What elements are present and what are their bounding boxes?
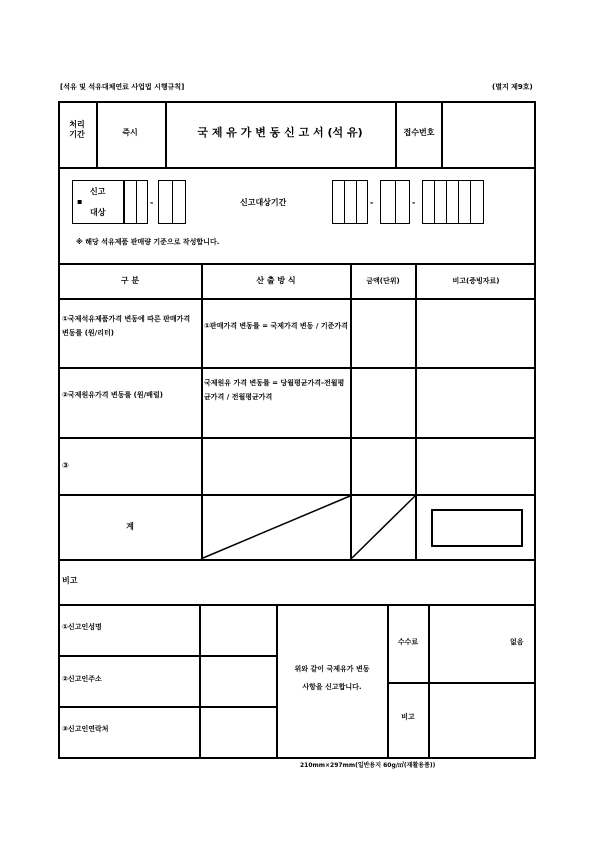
applicant-contact-label: ③신고인연락처 (62, 725, 109, 733)
dash-3: - (412, 198, 416, 207)
dash-1: - (150, 198, 154, 207)
target-period-label: 신고대상기간 (240, 198, 287, 207)
applicant-name-label: ①신고인성명 (62, 623, 102, 631)
row3-amount-field[interactable] (353, 440, 413, 492)
formula-strike-diagonal (201, 494, 352, 560)
applicant-address-field[interactable] (202, 658, 274, 704)
fee-label: 수수료 (397, 638, 419, 646)
col-header-amount: 금액(단위) (366, 277, 400, 285)
target-label-top: 신고 (90, 187, 106, 196)
processing-period-label: 처리 기간 (69, 120, 85, 139)
form-reference: [석유 및 석유대체연료 사업법 시행규칙] (60, 83, 185, 91)
row3-label: ③ (62, 461, 69, 470)
processing-period-value: 즉시 (122, 128, 138, 137)
target-label-bottom: 대상 (90, 208, 106, 217)
total-label: 계 (126, 522, 134, 531)
row2-amount-field[interactable] (353, 370, 413, 434)
form-title: 국 제 유 가 변 동 신 고 서 (석 유) (197, 126, 363, 139)
total-amount-box[interactable] (431, 509, 523, 547)
row3-formula-field[interactable] (204, 440, 348, 492)
row1-remark-field[interactable] (418, 301, 534, 365)
col-header-remark: 비고(증빙자료) (452, 277, 500, 285)
note-row-label: 비고 (62, 576, 78, 585)
period-day-boxes[interactable] (422, 180, 484, 224)
receipt-number-label: 접수번호 (403, 128, 435, 137)
remark-field[interactable] (431, 685, 534, 757)
col-header-formula: 산 출 방 식 (256, 276, 296, 285)
dash-2: - (370, 198, 374, 207)
row1-label: ①국제석유제품가격 변동에 따른 판매가격 변동률 (원/리터) (62, 315, 191, 337)
row1-amount-field[interactable] (353, 301, 413, 365)
period-year-boxes[interactable] (332, 180, 368, 224)
applicant-contact-field[interactable] (202, 709, 274, 757)
amount-strike-diagonal (350, 494, 417, 560)
form-number: (별지 제9호) (492, 83, 533, 91)
period-note: ※ 해당 석유제품 판매량 기준으로 작성합니다. (76, 238, 220, 246)
fee-value: 없음 (510, 638, 524, 646)
row2-label: ②국제원유가격 변동률 (원/배럴) (62, 391, 163, 399)
applicant-name-field[interactable] (202, 607, 274, 653)
row3-remark-field[interactable] (418, 440, 534, 492)
receipt-number-field[interactable] (444, 104, 534, 164)
col-header-category: 구 분 (120, 276, 140, 285)
row1-formula: ①판매가격 변동률 = 국제가격 변동 / 기준가격 (204, 322, 348, 330)
declaration-line-1: 위와 같이 국제유가 변동 (294, 665, 370, 673)
row2-formula: 국제원유 가격 변동률 = 당월평균가격-전월평균가격 / 전월평균가격 (204, 379, 345, 401)
row2-remark-field[interactable] (418, 370, 534, 434)
target-bullet: ▪ (77, 197, 83, 206)
paper-size-caption: 210mm×297mm(일반용지 60g/㎡(재활용품)) (300, 762, 436, 769)
remark-label: 비고 (401, 713, 415, 721)
applicant-address-label: ②신고인주소 (62, 675, 102, 683)
declaration-line-2: 사항을 신고합니다. (302, 683, 362, 691)
